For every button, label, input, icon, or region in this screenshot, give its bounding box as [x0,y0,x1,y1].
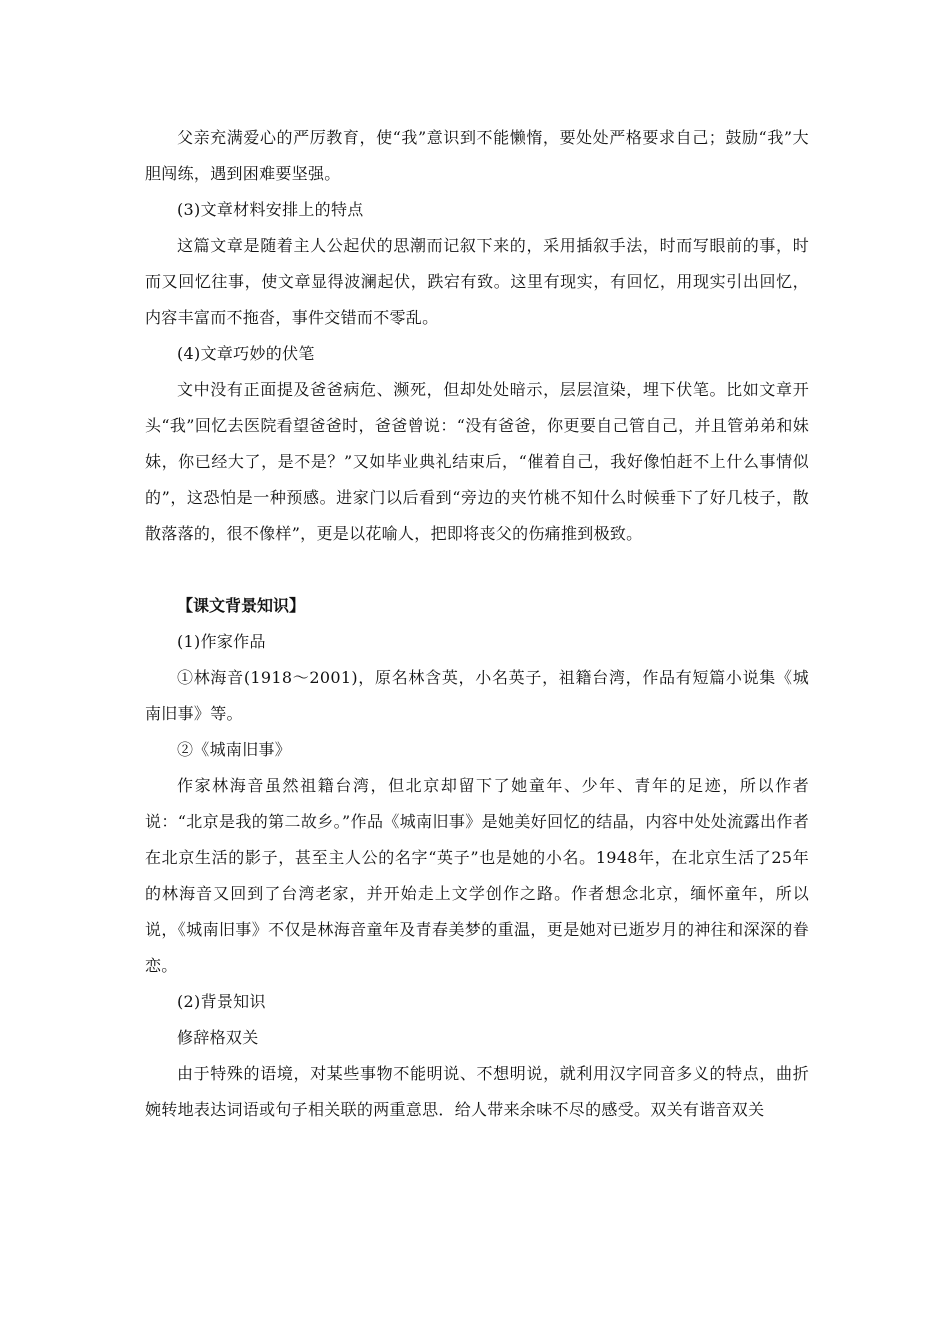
subheading-material-arrangement: (3)文章材料安排上的特点 [177,200,364,219]
paragraph-father-education: 父亲充满爱心的严厉教育，使“我”意识到不能懒惰，要处处严格要求自己；鼓励“我”大胆闯练，遇到困难要坚强。 [145,128,809,183]
paragraph-author-bio: ①林海音(1918～2001)，原名林含英，小名英子，祖籍台湾，作品有短篇小说集《城南旧事》等。 [145,668,809,723]
subheading-pun: 修辞格双关 [177,1028,259,1047]
subheading-author-works: (1)作家作品 [177,632,266,651]
paragraph-flashback: 这篇文章是随着主人公起伏的思潮而记叙下来的，采用插叙手法，时而写眼前的事，时而又回忆往事，使文章显得波澜起伏，跌宕有致。这里有现实，有回忆，用现实引出回忆，内容丰富而不拖沓，事件交错而不零乱。 [145,236,809,327]
subheading-background: (2)背景知识 [177,992,266,1011]
paragraph-chengnan: 作家林海音虽然祖籍台湾，但北京却留下了她童年、少年、青年的足迹，所以作者说：“北京是我的第二故乡。”作品《城南旧事》是她美好回忆的结晶，内容中处处流露出作者在北京生活的影子，甚至主人公的名字“英子”也是她的小名。1948年，在北京生活了25年的林海音又回到了台湾老家，并开始走上文学创作之路。作者想念北京，缅怀童年，所以说，《城南旧事》不仅是林海音童年及青春美梦的重温，更是她对已逝岁月的神往和深深的眷恋。 [145,776,809,975]
paragraph-foreshadowing: 文中没有正面提及爸爸病危、濒死，但却处处暗示，层层渲染，埋下伏笔。比如文章开头“我”回忆去医院看望爸爸时，爸爸曾说：“没有爸爸，你更要自己管自己，并且管弟弟和妹妹，你已经大了，是不是？”又如毕业典礼结束后，“催着自己，我好像怕赶不上什么事情似的”，这恐怕是一种预感。进家门以后看到“旁边的夹竹桃不知什么时候垂下了好几枝子，散散落落的，很不像样”，更是以花喻人，把即将丧父的伤痛推到极致。 [145,380,809,543]
subheading-chengnan: ②《城南旧事》 [177,740,292,759]
subheading-foreshadowing: (4)文章巧妙的伏笔 [177,344,315,363]
section-heading-background: 【课文背景知识】 [177,596,306,615]
document-body [145,120,809,1128]
paragraph-pun: 由于特殊的语境，对某些事物不能明说、不想明说，就利用汉字同音多义的特点，曲折婉转地表达词语或句子相关联的两重意思．给人带来余味不尽的感受。双关有谐音双关 [145,1064,809,1119]
